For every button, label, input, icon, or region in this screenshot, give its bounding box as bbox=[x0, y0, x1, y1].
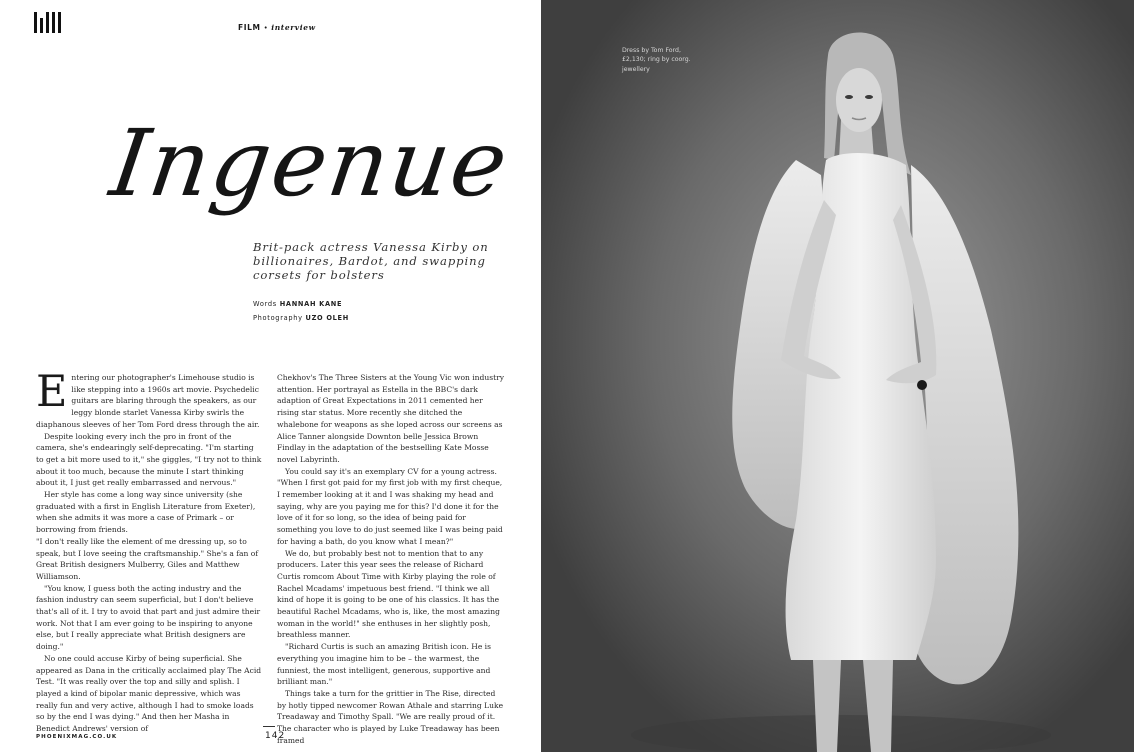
page-number-rule bbox=[263, 726, 275, 727]
drop-cap: E bbox=[36, 367, 68, 417]
article-standfirst: Brit-pack actress Vanessa Kirby on billionaires, Bardot, and swapping corsets for bolsters bbox=[253, 240, 489, 282]
section-tag bbox=[238, 23, 316, 32]
magazine-logo bbox=[34, 12, 61, 33]
credit-words-label: Words bbox=[253, 300, 277, 308]
photo-page bbox=[541, 0, 1134, 752]
article-title: Ingenue bbox=[104, 110, 516, 217]
body-paragraph: Chekhov's The Three Sisters at the Young Vic won industry attention. Her portrayal as Estella in the BBC's dark adaption of Great Expectations in 2011 cemented her rising star status. More recently she ditched the whalebone for weapons as she loped across our screens as Alice Tanner alongside Downton belle Jessica Brown Findlay in the adaptation of the bestselling Kate Mosse novel Labyrinth. bbox=[277, 373, 504, 464]
body-column-right bbox=[277, 372, 506, 747]
fashion-photo bbox=[541, 0, 1134, 752]
photo-credit bbox=[622, 46, 722, 74]
body-paragraph: Her style has come a long way since university (she graduated with a first in English Literature from Exeter), when she admits it was more a case of Primark – or borrowing from friends. bbox=[36, 490, 256, 535]
body-paragraph: ntering our photographer's Limehouse studio is like stepping into a 1960s art movie. Psychedelic guitars are blaring through the speakers, as our leggy blonde starlet Vanessa Kirby swirls the diaphanous sleeves of her Tom Ford dress through the air. bbox=[36, 373, 260, 429]
body-paragraph: No one could accuse Kirby of being superficial. She appeared as Dana in the critically acclaimed play The Acid Test. "It was really over the top and silly and splish. I played a kind of bipolar manic depressive, which was really fun and very active, although I had to smoke loads so by the end I was dying." And then her Masha in Benedict Andrews' version of bbox=[36, 653, 262, 734]
credit-words-name: HANNAH KANE bbox=[279, 300, 343, 308]
credit-photo-label: Photography bbox=[253, 314, 303, 322]
body-paragraph: You could say it's an exemplary CV for a young actress. "When I first got paid for my first job with my first cheque, I remember looking at it and I was shaking my head and saying, why are you paying me for this? I'd done it for the love of it for so long, so the idea of being paid for something you love to do just seemed like I was being paid for having a bath, do you know what I mean?" bbox=[277, 466, 503, 546]
page-number: 142 bbox=[265, 731, 286, 741]
body-paragraph: Despite looking every inch the pro in front of the camera, she's endearingly self-deprecating. "I'm starting to get a bit more used to it," she giggles, "I try not to think about it too much, because the minute I start thinking about it, I just get really embarrassed and nervous." bbox=[36, 431, 262, 488]
photo-credit-line: jewellery bbox=[622, 65, 650, 73]
left-leg bbox=[813, 660, 841, 752]
body-paragraph: Things take a turn for the grittier in The Rise, directed by hotly tipped newcomer Rowan Athale and starring Luke Treadaway and Timothy Spall. "We are really proud of it. The character who is played by Luke Treadaway has been framed bbox=[277, 688, 504, 745]
credit-words bbox=[253, 300, 342, 308]
photo-credit-line: £2,130; ring by coorg. bbox=[622, 56, 691, 64]
ring bbox=[917, 380, 927, 390]
body-column-left bbox=[36, 367, 263, 735]
section-label: FILM bbox=[238, 23, 261, 32]
credit-photography bbox=[253, 314, 349, 322]
left-page bbox=[0, 0, 541, 752]
face bbox=[836, 68, 882, 132]
section-separator: • bbox=[263, 24, 269, 32]
footer-website: PHOENIXMAG.CO.UK bbox=[36, 734, 118, 740]
body-paragraph: We do, but probably best not to mention that to any producers. Later this year sees the release of Richard Curtis romcom About Time with Kirby playing the role of Rachel Mcadams' impetuous best friend. "I think we all kind of hope it is going to be one of his classics. It has the beautiful Rachel Mcadams, who is, like, the most amazing woman in the world!" she enthuses in her slightly posh, breathless manner. bbox=[277, 548, 500, 640]
body-paragraph: "I don't really like the element of me dressing up, so to speak, but I love seeing the craftsmanship." She's a fan of Great British designers Mulberry, Giles and Matthew Williamson. bbox=[36, 536, 259, 581]
credit-photo-name: UZO OLEH bbox=[305, 314, 349, 322]
subsection-label: interview bbox=[271, 23, 316, 32]
photo-credit-line: Dress by Tom Ford, bbox=[622, 47, 681, 54]
body-paragraph: "You know, I guess both the acting industry and the fashion industry can seem superficial, but I don't believe that's all of it. I try to avoid that part and just admire their work. Not that I am ever going to be inspiring to anyone else, but I really appreciate what British designers are doing." bbox=[36, 583, 261, 652]
body-paragraph: "Richard Curtis is such an amazing British icon. He is everything you imagine him to be – the warmest, the funniest, the most intelligent, generous, supportive and brilliant man." bbox=[277, 642, 491, 687]
